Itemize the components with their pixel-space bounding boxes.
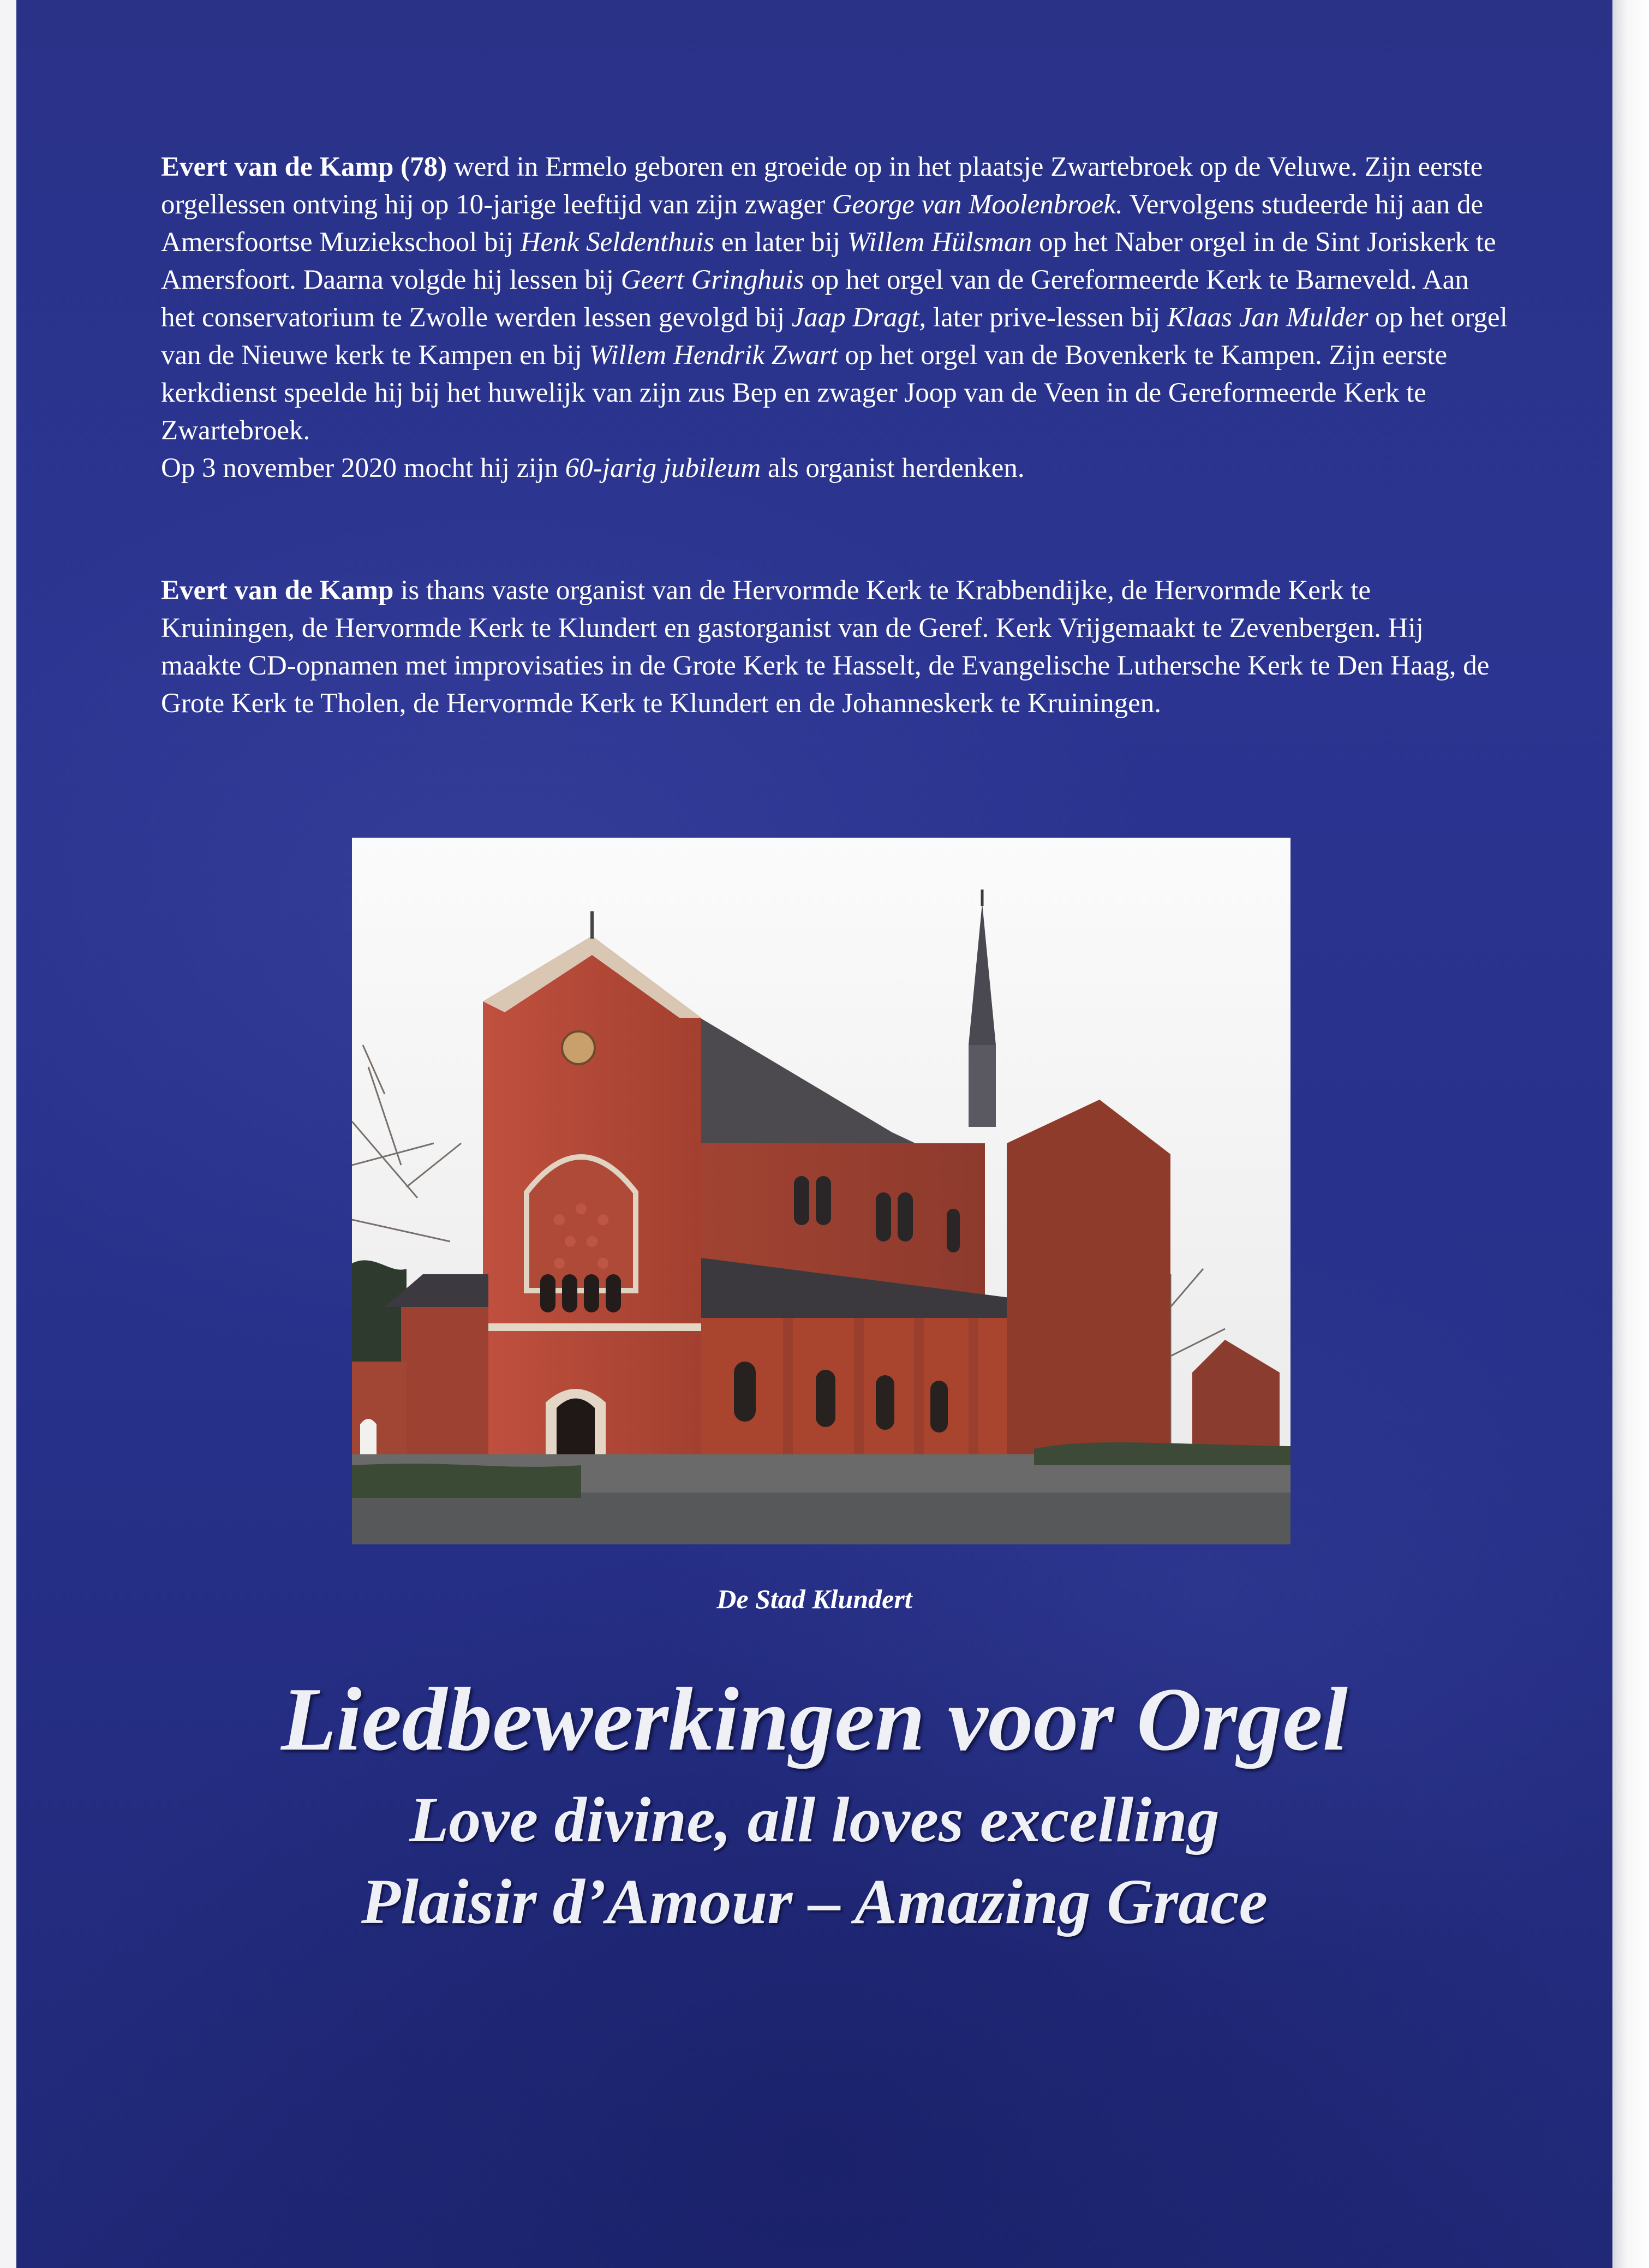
teacher-name: Jaap Dragt, [791, 302, 927, 333]
teacher-name: Klaas Jan Mulder [1167, 302, 1369, 333]
paper-edge [1612, 0, 1649, 2268]
bio-text: is thans vaste organist van de Hervormde Kerk te Krabbendijke, de Hervormde Kerk te Kruiningen, de Hervormde Kerk te Klundert en gastorganist van de Geref. Kerk Vrijgemaakt te Zevenbergen. Hij maakte CD-opnamen met improvisaties in de Grote Kerk te Hasselt, de Evangelische Luthersche Kerk te Den Haag, de Grote Kerk te Tholen, de Hervormde Kerk te Klundert en de Johanneskerk te Kruiningen. [161, 575, 1490, 719]
bio-text: op het orgel van de Gereformeerde Kerk te Barneveld. Aan het conservatorium te Zwolle werden lessen gevolgd bij [161, 265, 1469, 333]
bio-text: werd in Ermelo geboren en groeide op in het plaatsje Zwartebroek op de Veluwe. Zijn eerste orgellessen ontving hij op 10-jarige leeftijd van zijn zwager [161, 152, 1483, 220]
bio-paragraph-2 [161, 572, 1509, 723]
bio-text: en later bij [714, 227, 847, 258]
bio-text: later prive-lessen bij [926, 302, 1167, 333]
bio-text: op het orgel van de Bovenkerk te Kampen. Zijn eerste kerkdienst speelde hij bij het huwelijk van zijn zus Bep en zwager Joop van de Veen in de Gereformeerde Kerk te Zwartebroek. [161, 340, 1448, 446]
booklet-back-cover [16, 0, 1612, 2268]
church-photo [352, 838, 1290, 1544]
bio-text: als organist herdenken. [761, 453, 1025, 484]
bio-text: op het orgel van de Nieuwe kerk te Kampen en bij [161, 302, 1508, 371]
booklet-title: Liedbewerkingen voor Orgel [281, 1669, 1348, 1769]
teacher-name: Willem Hülsman [847, 227, 1032, 258]
piece-title-1: Love divine, all loves excelling [409, 1784, 1220, 1855]
bio-text: Op 3 november 2020 mocht hij zijn [161, 453, 565, 484]
jubilee-text: 60-jarig jubileum [565, 453, 761, 484]
bio-paragraph-1 [161, 148, 1509, 487]
photo-caption: De Stad Klundert [716, 1584, 912, 1614]
piece-titles-2: Plaisir d’Amour – Amazing Grace [361, 1866, 1268, 1937]
teacher-name: Willem Hendrik Zwart [589, 340, 838, 371]
teacher-name: George van Moolenbroek. [832, 189, 1123, 220]
bio-text: Vervolgens studeerde hij aan de Amersfoortse Muziekschool bij [161, 189, 1484, 258]
bio-name-bold: Evert van de Kamp (78) [161, 152, 447, 182]
teacher-name: Geert Gringhuis [620, 265, 804, 295]
teacher-name: Henk Seldenthuis [520, 227, 715, 258]
bio-name-bold: Evert van de Kamp [161, 575, 394, 606]
bio-text: op het Naber orgel in de Sint Joriskerk te Amersfoort. Daarna volgde hij lessen bij [161, 227, 1496, 295]
